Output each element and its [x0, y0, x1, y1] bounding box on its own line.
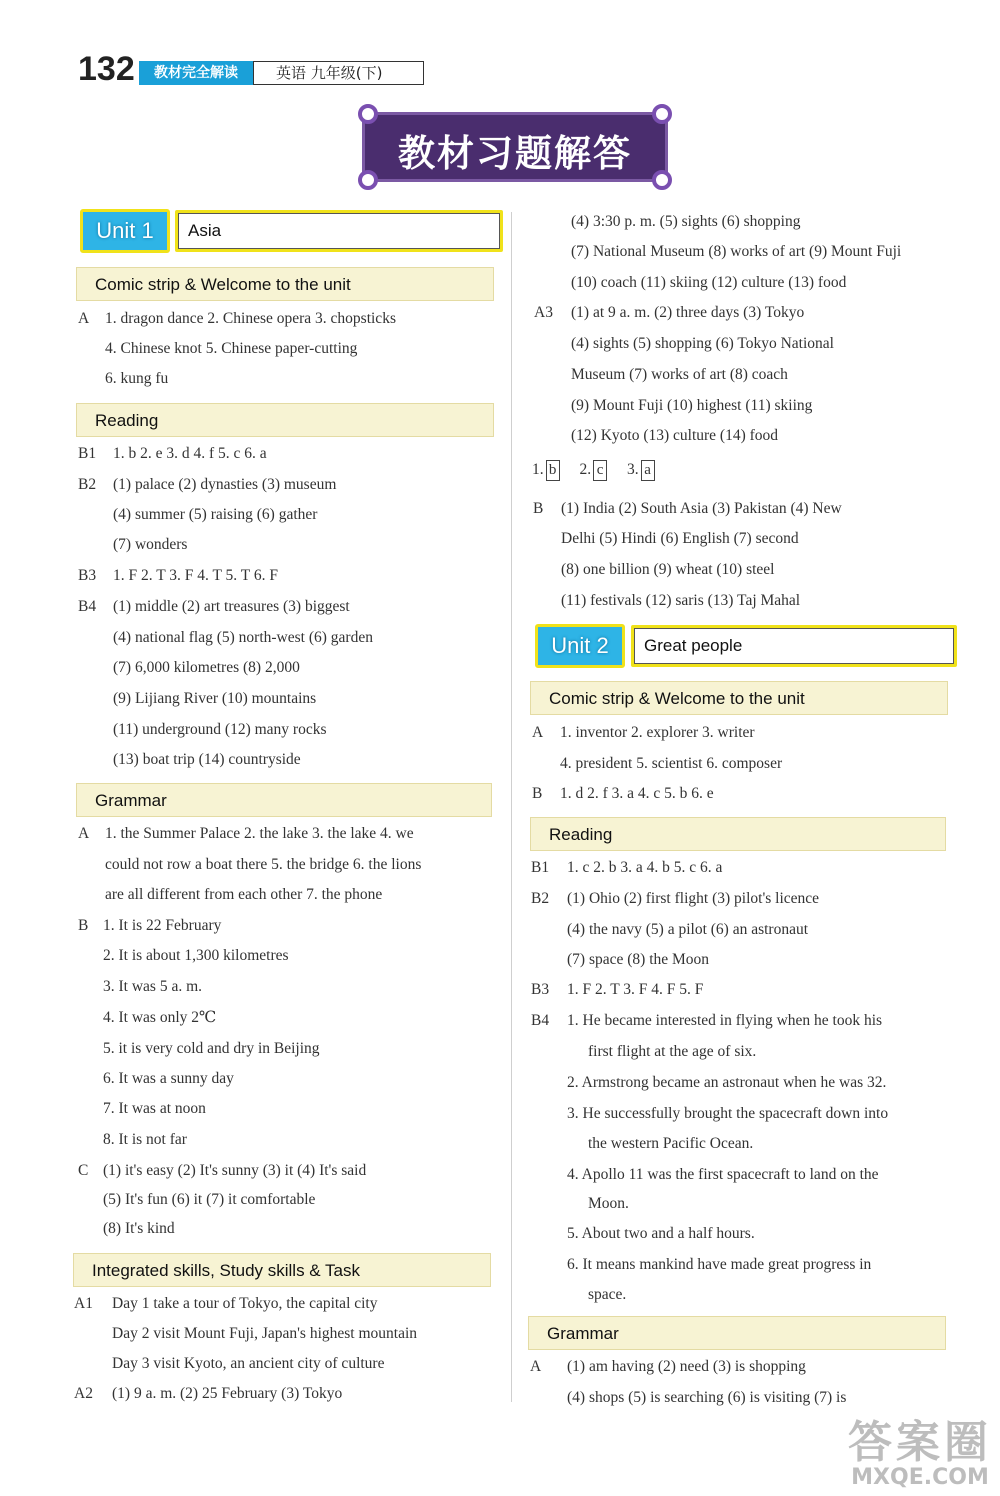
answer-line: (11) underground (12) many rocks — [113, 721, 327, 738]
answer-line: Day 2 visit Mount Fuji, Japan's highest mountain — [112, 1325, 418, 1342]
answer-line: 5. it is very cold and dry in Beijing — [103, 1040, 320, 1057]
answer-line: 1. inventor 2. explorer 3. writer — [560, 724, 755, 741]
answer-line: 6. It means mankind have made great progress in — [567, 1256, 872, 1273]
banner-corner-dot — [358, 104, 378, 124]
subject-label: 英语 九年级(下) — [253, 61, 424, 85]
question-label: B1 — [531, 859, 550, 876]
boxed-answer: b — [546, 460, 560, 481]
answer-line: Delhi (5) Hindi (6) English (7) second — [561, 530, 799, 547]
section-header-reading: Reading — [76, 403, 494, 437]
answer-line: (1) Ohio (2) first flight (3) pilot's licence — [567, 890, 820, 907]
answer-line: Moon. — [588, 1195, 629, 1212]
answer-line: are all different from each other 7. the phone — [105, 886, 383, 903]
answer-line: (1) it's easy (2) It's sunny (3) it (4) It's said — [103, 1162, 367, 1179]
boxed-question-number: 3. — [627, 461, 639, 479]
answer-line: (7) space (8) the Moon — [567, 951, 710, 968]
question-label: A — [78, 825, 90, 842]
answer-line: (12) Kyoto (13) culture (14) food — [571, 427, 779, 444]
unit-1-title: Asia — [175, 210, 503, 252]
page-title: 教材习题解答 — [398, 132, 632, 175]
answer-line: (1) 9 a. m. (2) 25 February (3) Tokyo — [112, 1385, 343, 1402]
question-label: A2 — [74, 1385, 93, 1402]
answer-line: 1. c 2. b 3. a 4. b 5. c 6. a — [567, 859, 723, 876]
question-label: B — [78, 917, 89, 934]
answer-line: (4) summer (5) raising (6) gather — [113, 506, 318, 523]
answer-line: 1. the Summer Palace 2. the lake 3. the lake 4. we — [105, 825, 414, 842]
answer-line: (9) Lijiang River (10) mountains — [113, 690, 317, 707]
answer-line: 1. F 2. T 3. F 4. T 5. T 6. F — [113, 567, 278, 584]
section-header-reading: Reading — [530, 817, 946, 851]
answer-line: 4. Chinese knot 5. Chinese paper-cutting — [105, 340, 358, 357]
answer-line: 1. d 2. f 3. a 4. c 5. b 6. e — [560, 785, 714, 802]
answer-line: (1) middle (2) art treasures (3) biggest — [113, 598, 350, 615]
answer-line: 4. president 5. scientist 6. composer — [560, 755, 783, 772]
answer-line: 7. It was at noon — [103, 1100, 206, 1117]
boxed-answers-row — [532, 460, 661, 481]
answer-line: 6. It was a sunny day — [103, 1070, 234, 1087]
question-label: B3 — [78, 567, 97, 584]
question-label: B — [533, 500, 544, 517]
answer-line: (1) India (2) South Asia (3) Pakistan (4) New — [561, 500, 842, 517]
answer-line: (4) 3:30 p. m. (5) sights (6) shopping — [571, 213, 801, 230]
answer-line: first flight at the age of six. — [588, 1043, 757, 1060]
answer-line: Day 1 take a tour of Tokyo, the capital city — [112, 1295, 378, 1312]
answer-line: 4. It was only 2℃ — [103, 1009, 217, 1026]
answer-line: 8. It is not far — [103, 1131, 187, 1148]
answer-line: 3. He successfully brought the spacecraft down into — [567, 1105, 889, 1122]
answer-line: (1) at 9 a. m. (2) three days (3) Tokyo — [571, 304, 805, 321]
unit-2-title: Great people — [631, 625, 957, 667]
answer-line: Museum (7) works of art (8) coach — [571, 366, 788, 383]
answer-line: (9) Mount Fuji (10) highest (11) skiing — [571, 397, 813, 414]
answer-line: 5. About two and a half hours. — [567, 1225, 755, 1242]
answer-line: (4) shops (5) is searching (6) is visiting (7) is — [567, 1389, 847, 1406]
answer-line: (4) national flag (5) north-west (6) garden — [113, 629, 373, 646]
question-label: A — [532, 724, 544, 741]
answer-line: (11) festivals (12) saris (13) Taj Mahal — [561, 592, 801, 609]
section-header-grammar: Grammar — [76, 783, 492, 817]
answer-line: (7) wonders — [113, 536, 188, 553]
answer-line: (10) coach (11) skiing (12) culture (13) food — [571, 274, 847, 291]
answer-line: 2. Armstrong became an astronaut when he was 32. — [567, 1074, 887, 1091]
answer-line: 1. He became interested in flying when he took his — [567, 1012, 883, 1029]
question-label: B2 — [78, 476, 97, 493]
answer-line: (5) It's fun (6) it (7) it comfortable — [103, 1191, 316, 1208]
section-header-grammar: Grammar — [528, 1316, 946, 1350]
answer-line: (13) boat trip (14) countryside — [113, 751, 301, 768]
answer-line: Day 3 visit Kyoto, an ancient city of culture — [112, 1355, 385, 1372]
watermark-url: MXQE.COM — [851, 1465, 989, 1490]
answer-line: 1. dragon dance 2. Chinese opera 3. chopsticks — [105, 310, 396, 327]
question-label: B4 — [531, 1012, 550, 1029]
page-number: 132 — [78, 50, 135, 88]
answer-line: 3. It was 5 a. m. — [103, 978, 203, 995]
answer-line: the western Pacific Ocean. — [588, 1135, 754, 1152]
answer-line: 1. b 2. e 3. d 4. f 5. c 6. a — [113, 445, 267, 462]
boxed-answer: c — [593, 460, 607, 481]
boxed-question-number: 1. — [532, 461, 544, 479]
boxed-question-number: 2. — [579, 461, 592, 479]
section-header-comic: Comic strip & Welcome to the unit — [76, 267, 494, 301]
answer-line: 1. It is 22 February — [103, 917, 222, 934]
answer-line: could not row a boat there 5. the bridge 6. the lions — [105, 856, 422, 873]
answer-line: (4) the navy (5) a pilot (6) an astronaut — [567, 921, 809, 938]
unit-1-badge: Unit 1 — [80, 209, 170, 253]
question-label: A1 — [74, 1295, 93, 1312]
answer-line: (7) 6,000 kilometres (8) 2,000 — [113, 659, 300, 676]
answer-line: (4) sights (5) shopping (6) Tokyo National — [571, 335, 834, 352]
unit-2-badge: Unit 2 — [535, 624, 625, 668]
question-label: B4 — [78, 598, 97, 615]
column-divider — [511, 212, 512, 1402]
book-series-tag: 教材完全解读 — [139, 61, 253, 85]
answer-line: 4. Apollo 11 was the first spacecraft to land on the — [567, 1166, 879, 1183]
answer-line: 2. It is about 1,300 kilometres — [103, 947, 289, 964]
question-label: A3 — [534, 304, 553, 321]
answer-line: 1. F 2. T 3. F 4. F 5. F — [567, 981, 704, 998]
question-label: B3 — [531, 981, 550, 998]
question-label: B — [532, 785, 543, 802]
section-header-integrated-skills: Integrated skills, Study skills & Task — [73, 1253, 491, 1287]
answer-line: space. — [588, 1286, 627, 1303]
answer-line: (8) one billion (9) wheat (10) steel — [561, 561, 775, 578]
question-label: A — [78, 310, 90, 327]
answer-line: 6. kung fu — [105, 370, 169, 387]
question-label: B2 — [531, 890, 550, 907]
answer-line: (1) palace (2) dynasties (3) museum — [113, 476, 337, 493]
question-label: B1 — [78, 445, 97, 462]
answer-line: (7) National Museum (8) works of art (9) Mount Fuji — [571, 243, 902, 260]
banner-corner-dot — [652, 104, 672, 124]
answer-line: (1) am having (2) need (3) is shopping — [567, 1358, 806, 1375]
watermark-logo-text: 答案圈 — [848, 1417, 992, 1468]
boxed-answer: a — [641, 460, 655, 481]
section-header-comic: Comic strip & Welcome to the unit — [530, 681, 948, 715]
answer-line: (8) It's kind — [103, 1220, 175, 1237]
watermark — [848, 1417, 992, 1490]
question-label: A — [530, 1358, 542, 1375]
question-label: C — [78, 1162, 89, 1179]
